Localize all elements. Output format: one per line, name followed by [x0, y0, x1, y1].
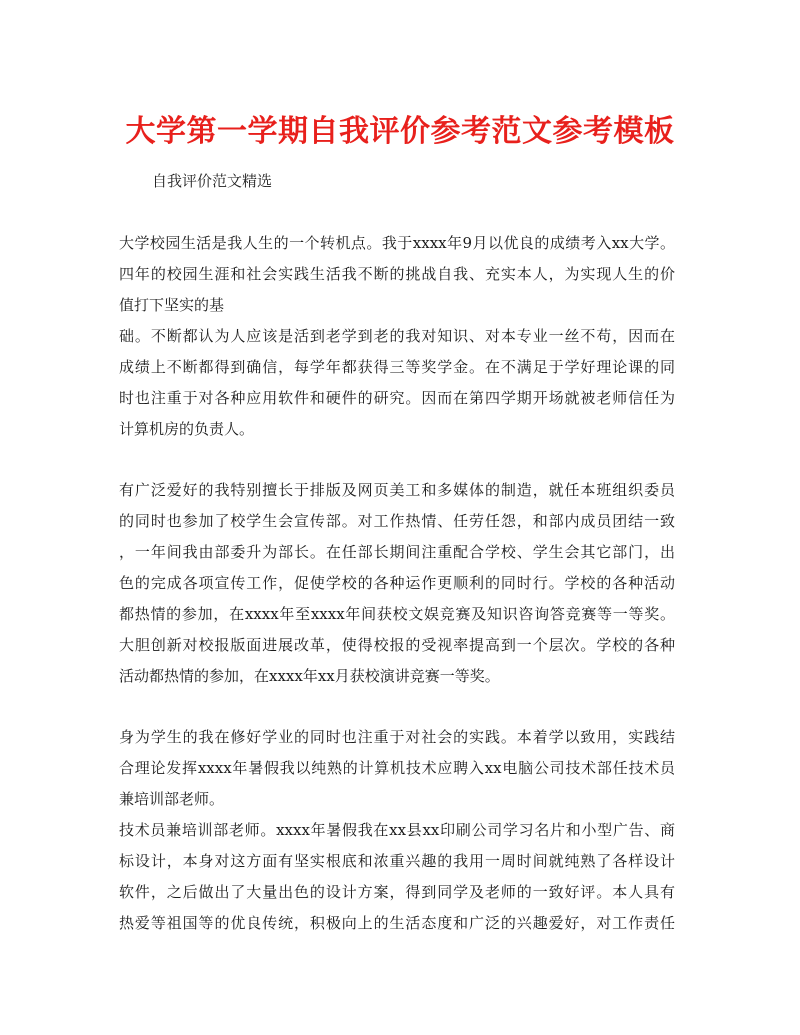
- text-line: 础。不断都认为人应该是活到老学到老的我对知识、对本专业一丝不苟，因而在: [119, 327, 675, 345]
- paragraph-2: [119, 475, 675, 692]
- text-line: 标设计，本身对这方面有坚实根底和浓重兴趣的我用一周时间就纯熟了各样设计: [119, 852, 675, 870]
- text-line: 时也注重于对各种应用软件和硬件的研究。因而在第四学期开场就被老师信任为: [119, 389, 675, 407]
- text-line: 的同时也参加了校学生会宣传部。对工作热情、任劳任怨，和部内成员团结一致: [119, 512, 675, 530]
- text-line: 活动都热情的参加，在xxxx年xx月获校演讲竞赛一等奖。: [119, 667, 500, 685]
- text-line: 值打下坚实的基: [119, 296, 225, 314]
- document-body: [119, 228, 675, 939]
- text-line: 大学校园生活是我人生的一个转机点。我于xxxx年9月以优良的成绩考入xx大学。: [119, 234, 675, 252]
- text-line: 热爱等祖国等的优良传统，积极向上的生活态度和广泛的兴趣爱好，对工作责任: [119, 914, 675, 932]
- text-line: 兼培训部老师。: [119, 790, 225, 808]
- paragraph-1: [119, 228, 675, 445]
- text-line: ，一年间我由部委升为部长。在任部长期间注重配合学校、学生会其它部门，出: [119, 543, 675, 561]
- paragraph-3: [119, 722, 675, 939]
- text-line: 色的完成各项宣传工作，促使学校的各种运作更顺利的同时行。学校的各种活动: [119, 574, 675, 592]
- text-line: 四年的校园生涯和社会实践生活我不断的挑战自我、充实本人，为实现人生的价: [119, 265, 675, 283]
- text-line: 合理论发挥xxxx年暑假我以纯熟的计算机技术应聘入xx电脑公司技术部任技术员: [119, 759, 675, 777]
- paragraph-gap: [119, 445, 675, 475]
- text-line: 计算机房的负责人。: [119, 420, 255, 438]
- text-line: 有广泛爱好的我特别擅长于排版及网页美工和多媒体的制造，就任本班组织委员: [119, 481, 675, 499]
- text-line: 都热情的参加，在xxxx年至xxxx年间获校文娱竞赛及知识咨询答竞赛等一等奖。: [119, 605, 675, 623]
- text-line: 软件，之后做出了大量出色的设计方案，得到同学及老师的一致好评。本人具有: [119, 883, 675, 901]
- text-line: 技术员兼培训部老师。xxxx年暑假我在xx县xx印刷公司学习名片和小型广告、商: [119, 821, 675, 839]
- text-line: 成绩上不断都得到确信，每学年都获得三等奖学金。在不满足于学好理论课的同: [119, 358, 675, 376]
- document-subtitle: 自我评价范文精选: [152, 172, 273, 190]
- text-line: 大胆创新对校报版面进展改革，使得校报的受视率提高到一个层次。学校的各种: [119, 636, 675, 654]
- text-line: 身为学生的我在修好学业的同时也注重于对社会的实践。本着学以致用，实践结: [119, 728, 675, 746]
- paragraph-gap: [119, 692, 675, 722]
- document-title: 大学第一学期自我评价参考范文参考模板: [125, 114, 675, 149]
